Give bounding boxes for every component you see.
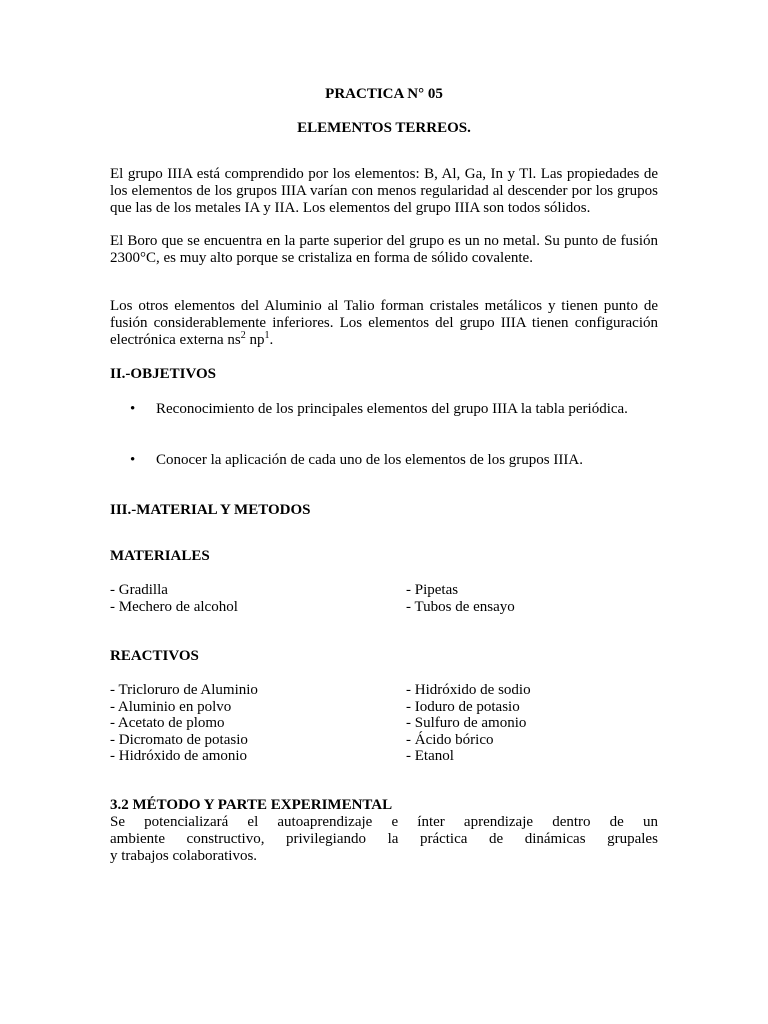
superscript-2: 2 — [240, 330, 246, 341]
word: de — [609, 814, 624, 830]
objetivo-text-1: Reconocimiento de los principales elementos del grupo IIIA la tabla periódica. — [156, 401, 628, 417]
list-item: - Gradilla — [110, 582, 168, 598]
intro-paragraph-2: El Boro que se encuentra en la parte superior del grupo es un no metal. Su punto de fusión 2300°C, es muy alto porque se cristaliza en forma de sólido covalente. — [110, 233, 658, 266]
intro-paragraph-3 — [110, 298, 658, 349]
objetivo-text-2: Conocer la aplicación de cada uno de los elementos de los grupos IIIA. — [156, 452, 583, 468]
word: aprendizaje — [463, 814, 534, 830]
bullet-icon: • — [130, 452, 136, 468]
reactivos-right-list — [406, 682, 531, 765]
list-item: - Ioduro de potasio — [406, 698, 520, 715]
metodo-line-1 — [110, 814, 658, 831]
metodo-paragraph — [110, 814, 658, 865]
word: dentro — [552, 814, 591, 830]
paragraph-3-text: Los otros elementos del Aluminio al Talio forman cristales metálicos y tienen punto de fusión considerablemente inferiores. Los elementos del grupo IIIA tienen configuración electrónica externa ns — [110, 298, 658, 348]
word: de — [488, 831, 504, 847]
list-item: - Aluminio en polvo — [110, 698, 232, 715]
material-metodos-heading: III.-MATERIAL Y METODOS — [110, 502, 311, 518]
intro-paragraph-1: El grupo IIIA está comprendido por los elementos: B, Al, Ga, In y Tl. Las propiedades de los elementos de los grupos IIIA varían con menos regularidad al descender por los grupos que las de los metales IA y IIA. Los elementos del grupo IIIA son todos sólidos. — [110, 166, 658, 216]
word: ambiente — [110, 831, 165, 847]
list-item: - Acetato de plomo — [110, 715, 225, 732]
word: e — [391, 814, 399, 830]
list-item: - Tricloruro de Aluminio — [110, 682, 258, 698]
word: potencializará — [144, 814, 229, 830]
list-item: - Hidróxido de amonio — [110, 748, 248, 765]
reactivos-heading: REACTIVOS — [110, 648, 199, 664]
superscript-1: 1 — [264, 330, 270, 341]
list-item: - Hidróxido de sodio — [406, 682, 531, 698]
word: grupales — [607, 831, 658, 847]
list-item: - Ácido bórico — [406, 731, 494, 748]
bullet-icon: • — [130, 401, 136, 417]
list-item: - Sulfuro de amonio — [406, 715, 527, 732]
word: ínter — [417, 814, 445, 830]
word: la — [387, 831, 399, 847]
word: autoaprendizaje — [277, 814, 373, 830]
materiales-left-list — [110, 582, 238, 615]
objetivos-heading: II.-OBJETIVOS — [110, 366, 216, 382]
list-item: - Dicromato de potasio — [110, 731, 248, 748]
list-item: - Tubos de ensayo — [406, 598, 515, 615]
word: privilegiando — [286, 831, 366, 847]
word: un — [642, 814, 658, 830]
metodo-line-3: y trabajos colaborativos. — [110, 848, 258, 864]
word: el — [247, 814, 259, 830]
word: dinámicas — [524, 831, 586, 847]
list-item: - Mechero de alcohol — [110, 598, 238, 615]
paragraph-3-np: np — [245, 332, 265, 348]
page-subtitle: ELEMENTOS TERREOS. — [297, 120, 471, 136]
paragraph-3-end: . — [269, 332, 274, 348]
materiales-heading: MATERIALES — [110, 548, 210, 564]
materiales-right-list — [406, 582, 515, 615]
word: constructivo, — [186, 831, 265, 847]
word: práctica — [419, 831, 468, 847]
page-title: PRACTICA N° 05 — [325, 86, 443, 102]
metodo-heading: 3.2 MÉTODO Y PARTE EXPERIMENTAL — [110, 797, 393, 813]
list-item: - Pipetas — [406, 582, 459, 598]
list-item: - Etanol — [406, 748, 454, 765]
word: Se — [110, 814, 125, 830]
reactivos-left-list — [110, 682, 258, 765]
metodo-line-2 — [110, 831, 658, 848]
